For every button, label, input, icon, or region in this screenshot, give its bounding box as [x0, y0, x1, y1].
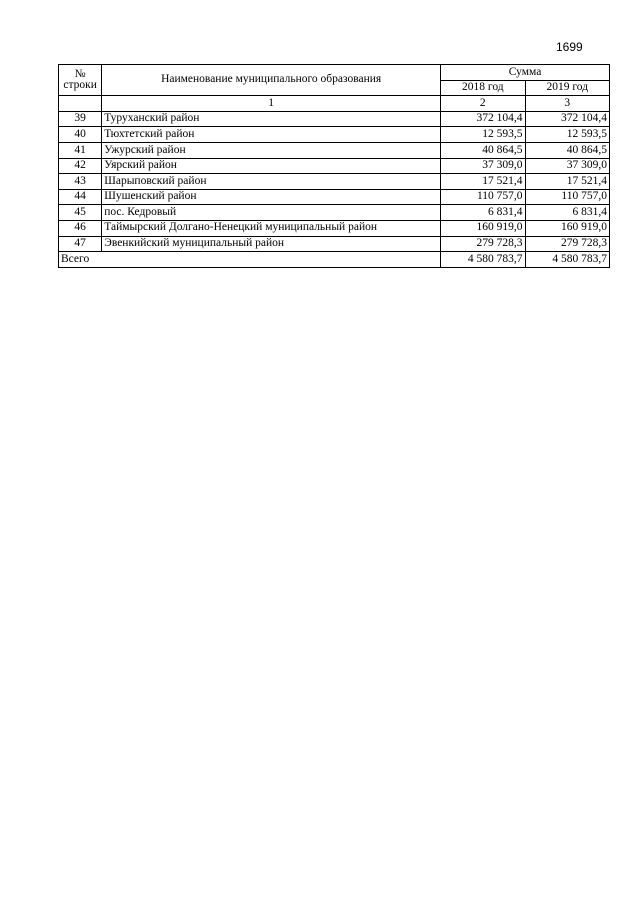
colnum-2018: 2	[441, 96, 525, 112]
header-sum-group: Сумма	[441, 65, 610, 81]
row-value-2018: 12 593,5	[441, 127, 525, 143]
row-value-2018: 40 864,5	[441, 142, 525, 158]
row-name: Туруханский район	[102, 111, 441, 127]
row-name: Шарыповский район	[102, 174, 441, 190]
header-row-number-label: строки	[63, 79, 97, 92]
row-value-2018: 160 919,0	[441, 220, 525, 236]
table-body	[59, 111, 610, 267]
page-number: 1699	[556, 40, 583, 54]
row-value-2018: 6 831,4	[441, 205, 525, 221]
row-name: Таймырский Долгано-Ненецкий муниципальный район	[102, 220, 441, 236]
table-row	[59, 189, 610, 205]
row-name: Тюхтетский район	[102, 127, 441, 143]
table-row	[59, 236, 610, 252]
row-number: 39	[59, 111, 102, 127]
colnum-blank	[59, 96, 102, 112]
row-number: 46	[59, 220, 102, 236]
row-value-2018: 110 757,0	[441, 189, 525, 205]
header-year-2018: 2018 год	[441, 80, 525, 96]
row-value-2019: 17 521,4	[525, 174, 609, 190]
header-row-number	[59, 65, 102, 96]
row-value-2019: 40 864,5	[525, 142, 609, 158]
colnum-name: 1	[102, 96, 441, 112]
row-number: 40	[59, 127, 102, 143]
row-number: 44	[59, 189, 102, 205]
table-row	[59, 205, 610, 221]
row-number: 43	[59, 174, 102, 190]
row-name: Ужурский район	[102, 142, 441, 158]
row-name: Шушенский район	[102, 189, 441, 205]
row-value-2019: 6 831,4	[525, 205, 609, 221]
row-number: 41	[59, 142, 102, 158]
header-year-2019: 2019 год	[525, 80, 609, 96]
row-value-2019: 279 728,3	[525, 236, 609, 252]
row-value-2018: 372 104,4	[441, 111, 525, 127]
colnum-2019: 3	[525, 96, 609, 112]
row-value-2019: 12 593,5	[525, 127, 609, 143]
total-label: Всего	[59, 252, 441, 268]
row-name: Эвенкийский муниципальный район	[102, 236, 441, 252]
row-value-2018: 37 309,0	[441, 158, 525, 174]
table-header	[59, 65, 610, 112]
header-municipality-name: Наименование муниципального образования	[102, 65, 441, 96]
row-number: 42	[59, 158, 102, 174]
table-row	[59, 158, 610, 174]
table-row	[59, 174, 610, 190]
column-numbers-row	[59, 96, 610, 112]
row-number: 47	[59, 236, 102, 252]
table-row	[59, 111, 610, 127]
row-value-2018: 279 728,3	[441, 236, 525, 252]
budget-table	[58, 64, 610, 268]
row-value-2019: 372 104,4	[525, 111, 609, 127]
row-name: пос. Кедровый	[102, 205, 441, 221]
row-value-2019: 160 919,0	[525, 220, 609, 236]
header-row-number-symbol: №	[74, 67, 86, 80]
table-row	[59, 220, 610, 236]
table-row	[59, 127, 610, 143]
row-name: Уярский район	[102, 158, 441, 174]
table-row	[59, 142, 610, 158]
row-value-2019: 110 757,0	[525, 189, 609, 205]
row-value-2019: 37 309,0	[525, 158, 609, 174]
total-value-2019: 4 580 783,7	[525, 252, 609, 268]
row-number: 45	[59, 205, 102, 221]
row-value-2018: 17 521,4	[441, 174, 525, 190]
total-row	[59, 252, 610, 268]
total-value-2018: 4 580 783,7	[441, 252, 525, 268]
